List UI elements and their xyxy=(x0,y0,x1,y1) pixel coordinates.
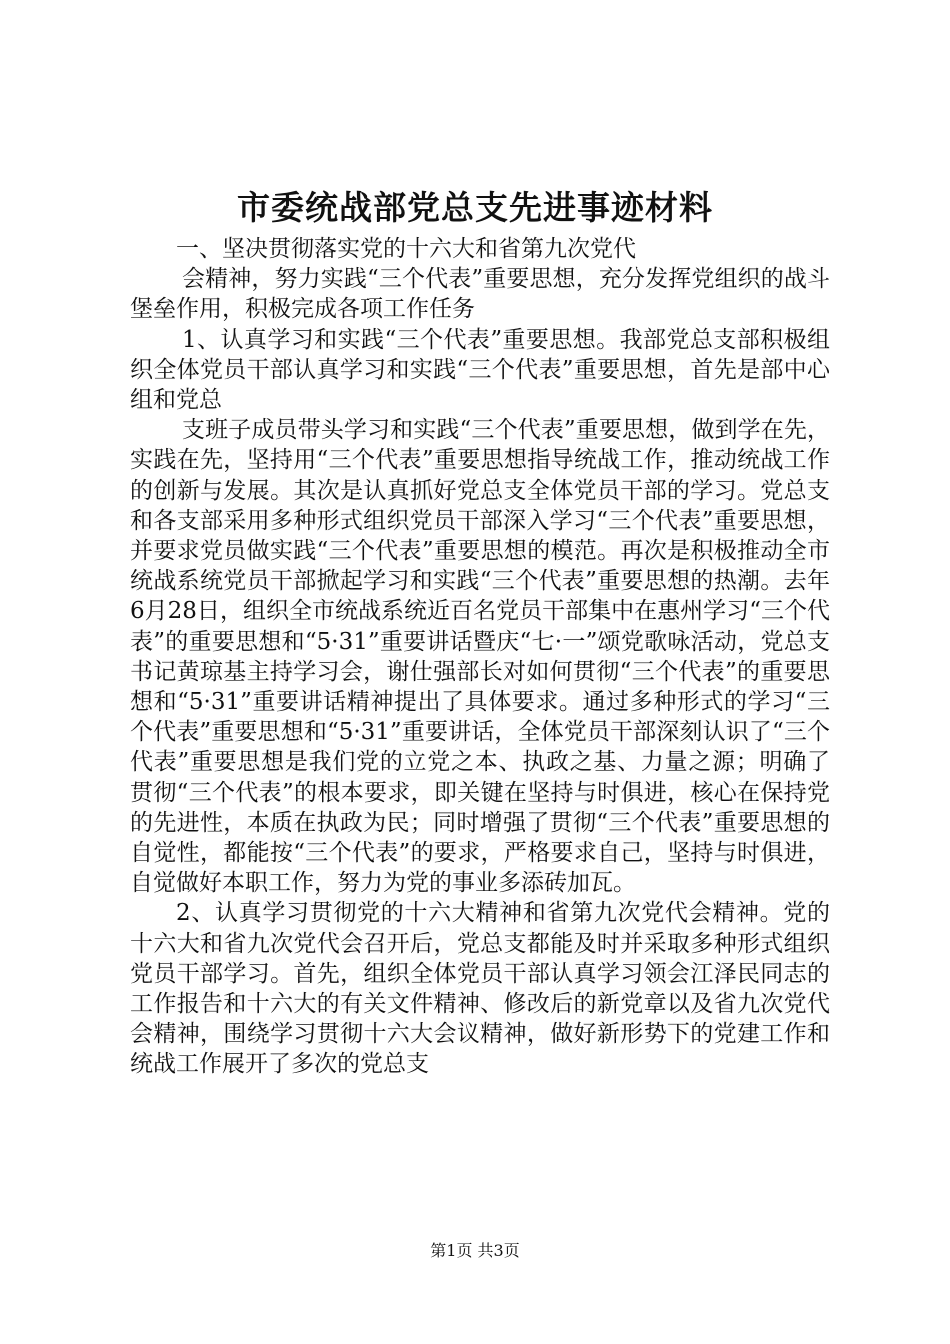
page-number-footer: 第1页 共3页 xyxy=(430,1241,520,1260)
section-heading-part-1: 一、坚决贯彻落实党的十六大和省第九次党代 xyxy=(176,236,636,262)
paragraph-item-1-body: 支班子成员带头学习和实践“三个代表”重要思想，做到学在先，实践在先，坚持用“三个代表”重要思想指导统战工作，推动统战工作的创新与发展。其次是认真抓好党总支全体党员干部的学习。党总支和各支部采用多种形式组织党员干部深入学习“三个代表”重要思想，并要求党员做实践“三个代表”重要思想的模范。再次是积极推动全市统战系统党员干部掀起学习和实践“三个代表”重要思想的热潮。去年6月28日，组织全市统战系统近百名党员干部集中在惠州学习“三个代表”的重要思想和“5·31”重要讲话暨庆“七·一”颂党歌咏活动，党总支书记黄琼基主持学习会，谢仕强部长对如何贯彻“三个代表”的重要思想和“5·31”重要讲话精神提出了具体要求。通过多种形式的学习“三个代表”重要思想和“5·31”重要讲话，全体党员干部深刻认识了“三个代表”重要思想是我们党的立党之本、执政之基、力量之源；明确了贯彻“三个代表”的根本要求，即关键在坚持与时俱进，核心在保持党的先进性，本质在执政为民；同时增强了贯彻“三个代表”重要思想的自觉性，都能按“三个代表”的要求，严格要求自己，坚持与时俱进，自觉做好本职工作，努力为党的事业多添砖加瓦。 xyxy=(130,417,830,897)
paragraph-item-1-intro: 1、认真学习和实践“三个代表”重要思想。我部党总支部积极组织全体党员干部认真学习和实践“三个代表”重要思想，首先是部中心组和党总 xyxy=(130,326,830,414)
document-body xyxy=(130,234,830,1080)
section-heading-part-2: 会精神，努力实践“三个代表”重要思想，充分发挥党组织的战斗堡垒作用，积极完成各项工作任务 xyxy=(130,266,830,323)
paragraph-item-2: 2、认真学习贯彻党的十六大精神和省第九次党代会精神。党的十六大和省九次党代会召开后，党总支都能及时并采取多种形式组织党员干部学习。首先，组织全体党员干部认真学习领会江泽民同志的工作报告和十六大的有关文件精神、修改后的新党章以及省九次党代会精神，围绕学习贯彻十六大会议精神，做好新形势下的党建工作和统战工作展开了多次的党总支 xyxy=(130,900,830,1078)
document-title: 市委统战部党总支先进事迹材料 xyxy=(237,188,713,227)
